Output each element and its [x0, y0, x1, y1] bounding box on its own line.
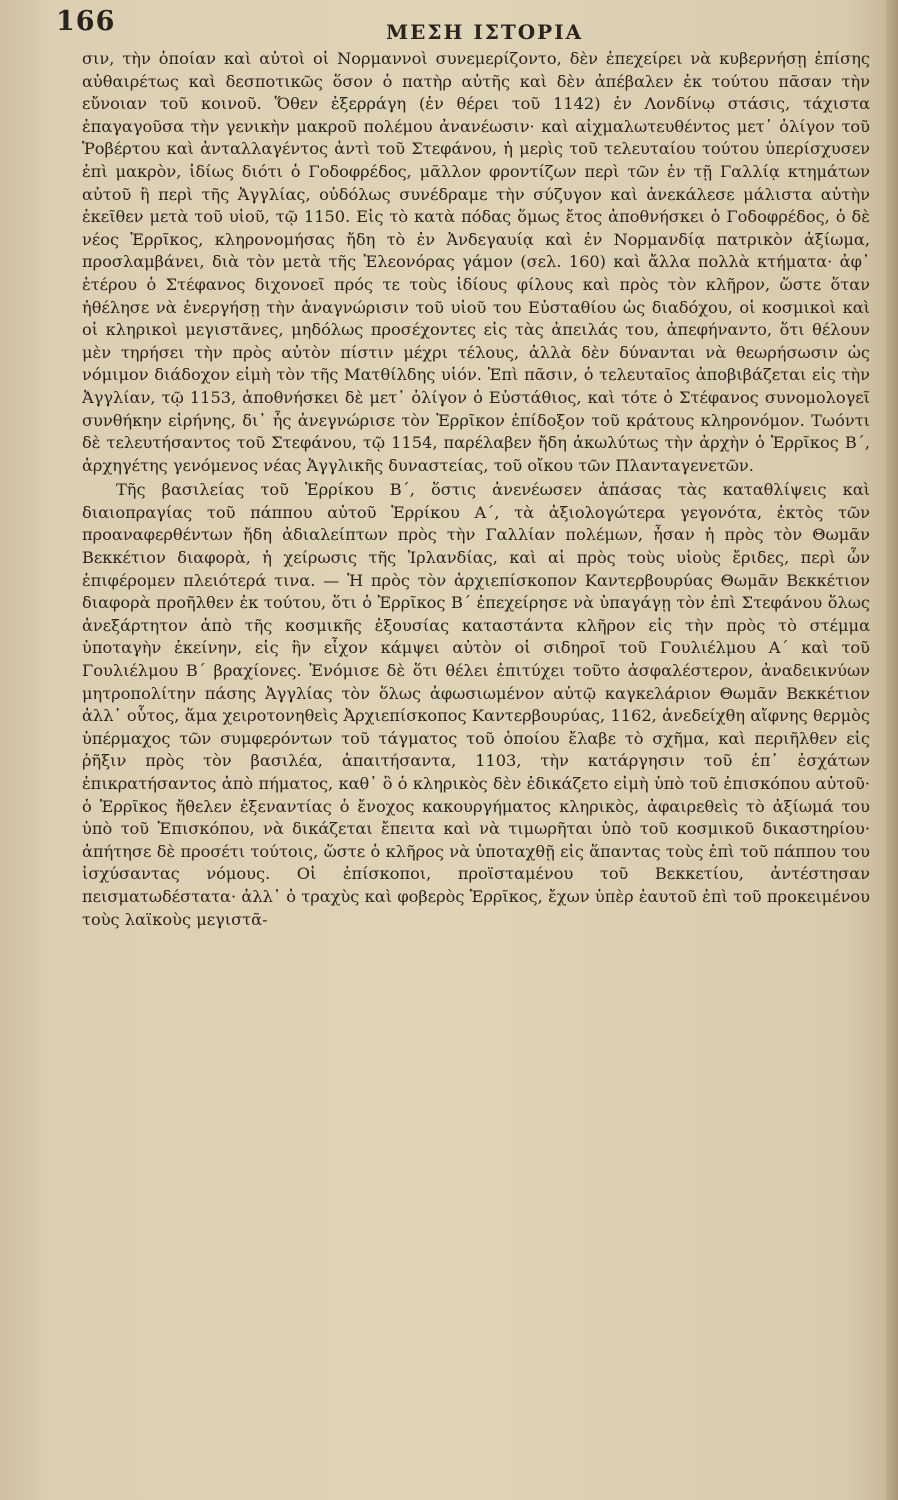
- body-text: [82, 48, 870, 931]
- page-number: 166: [56, 6, 116, 37]
- page-edge: [886, 0, 898, 1500]
- paragraph: Τῆς βασιλείας τοῦ Ἑρρίκου Β΄, ὅστις ἀνενέωσεν ἁπάσας τὰς καταθλίψεις καὶ διαιοπραγίας τοῦ πάππου αὐτοῦ Ἑρρίκου Α΄, τὰ ἀξιολογώτερα γεγονότα, ἐκτὸς τῶν προαναφερθέντων ἤδη ἀδιαλείπτων πρὸς τὴν Γαλλίαν πολέμων, ἦσαν ἡ πρὸς τὸν Θωμᾶν Βεκκέτιον διαφορὰ, ἡ χείρωσις τῆς Ἰρλανδίας, καὶ αἱ πρὸς τοὺς υἱοὺς ἔριδες, περὶ ὧν ἐπιφέρομεν πλειότερά τινα. — Ἡ πρὸς τὸν ἀρχιεπίσκοπον Καντερβουρύας Θωμᾶν Βεκκέτιον διαφορὰ προῆλθεν ἐκ τούτου, ὅτι ὁ Ἑρρῖκος Β΄ ἐπεχείρησε νὰ ὑπαγάγῃ τὸν ἐπὶ Στεφάνου ὅλως ἀνεξάρτητον ἀπὸ τῆς κοσμικῆς ἐξουσίας καταστάντα κλῆρον εἰς τὴν πρὸς τὸ στέμμα ὑποταγὴν ἐκείνην, εἰς ἣν εἶχον κάμψει αὐτὸν οἱ σιδηροῖ τοῦ Γουλιέλμου Α΄ καὶ τοῦ Γουλιέλμου Β΄ βραχίονες. Ἐνόμισε δὲ ὅτι θέλει ἐπιτύχει τοῦτο ἀσφαλέστερον, ἀναδεικνύων μητροπολίτην πάσης Ἀγγλίας τὸν ὅλως ἀφωσιωμένον αὐτῷ καγκελάριον Θωμᾶν Βεκκέτιον ἀλλ᾽ οὗτος, ἅμα χειροτονηθεὶς Ἀρχιεπίσκοπος Καντερβουρύας, 1162, ἀνεδείχθη αἴφνης θερμὸς ὑπέρμαχος τῶν συμφερόντων τοῦ τάγματος τοῦ ὁποίου ἔλαβε τὸ σχῆμα, καὶ περιῆλθεν εἰς ῥῆξιν πρὸς τὸν βασιλέα, ἀπαιτήσαντα, 1103, τὴν κατάργησιν τοῦ ἐπ᾽ ἐσχάτων ἐπικρατήσαντος ἀπὸ πήματος, καθ᾽ ὃ ὁ κληρικὸς δὲν ἐδικάζετο εἰμὴ ὑπὸ τοῦ ἐπισκόπου αὐτοῦ· ὁ Ἑρρῖκος ἤθελεν ἐξεναντίας ὁ ἔνοχος κακουργήματος κληρικὸς, ἀφαιρεθεὶς τὸ ἀξίωμά του ὑπὸ τοῦ Ἐπισκόπου, νὰ δικάζεται ἔπειτα καὶ νὰ τιμωρῆται ὑπὸ τοῦ κοσμικοῦ δικαστηρίου· ἀπήτησε δὲ προσέτι τούτοις, ὥστε ὁ κλῆρος νὰ ὑποταχθῇ εἰς ἅπαντας τοὺς ἐπὶ τοῦ πάππου του ἰσχύσαντας νόμους. Οἱ ἐπίσκοποι, προϊσταμένου τοῦ Βεκκετίου, ἀντέστησαν πεισματωδέστατα· ἀλλ᾽ ὁ τραχὺς καὶ φοβερὸς Ἑρρῖκος, ἔχων ὑπὲρ ἑαυτοῦ ἐπὶ τοῦ προκειμένου τοὺς λαϊκοὺς μεγιστᾶ-: [82, 480, 870, 929]
- running-title: ΜΕΣΗ ΙΣΤΟΡΙΑ: [386, 20, 584, 44]
- page-header: [56, 6, 866, 46]
- paragraph: σιν, τὴν ὁποίαν καὶ αὐτοὶ οἱ Νορμαννοὶ συνεμερίζοντο, δὲν ἐπεχείρει νὰ κυβερνήσῃ ἐπίσης αὐθαιρέτως καὶ δεσποτικῶς ὅσον ὁ πατὴρ αὐτῆς καὶ δὲν ἀπέβαλεν ἐκ τούτου πᾶσαν τὴν εὔνοιαν τοῦ κοινοῦ. Ὅθεν ἐξερράγη (ἐν θέρει τοῦ 1142) ἐν Λονδίνῳ στάσις, τάχιστα ἐπαγαγοῦσα τὴν γενικὴν μακροῦ πολέμου ἀνανέωσιν· καὶ αἰχμαλωτευθέντος μετ᾽ ὀλίγον τοῦ Ῥοβέρτου καὶ ἀνταλλαγέντος ἀντὶ τοῦ Στεφάνου, ἡ μερὶς τοῦ τελευταίου τούτου ὑπερίσχυσεν ἐπὶ μακρὸν, ἰδίως διότι ὁ Γοδοφρέδος, μᾶλλον φροντίζων περὶ τῶν ἐν τῇ Γαλλίᾳ κτημάτων αὐτοῦ ἢ περὶ τῆς Ἀγγλίας, οὐδόλως συνέδραμε τὴν σύζυγον καὶ ἀνεκάλεσε μάλιστα αὐτὴν ἐκεῖθεν μετὰ τοῦ υἱοῦ, τῷ 1150. Εἰς τὸ κατὰ πόδας ὅμως ἔτος ἀποθνήσκει ὁ Γοδοφρέδος, ὁ δὲ νέος Ἑρρῖκος, κληρονομήσας ἤδη τὸ ἐν Ἀνδεγαυίᾳ καὶ ἐν Νορμανδίᾳ πατρικὸν ἀξίωμα, προσλαμβάνει, διὰ τὸν μετὰ τῆς Ἐλεονόρας γάμον (σελ. 160) καὶ ἄλλα πολλὰ κτήματα· ἀφ᾽ ἑτέρου ὁ Στέφανος διχονοεῖ πρός τε τοὺς ἰδίους φίλους καὶ πρὸς τὸν κλῆρον, ὥστε ὅταν ἠθέλησε νὰ ἐνεργήσῃ τὴν ἀναγνώρισιν τοῦ υἱοῦ του Εὐσταθίου ὡς διαδόχου, οἱ κοσμικοὶ καὶ οἱ κληρικοὶ μεγιστᾶνες, μηδόλως προσέχοντες εἰς τὰς ἀπειλάς του, ἀπεφήναντο, ὅτι θέλουν μὲν τηρήσει τὴν πρὸς αὐτὸν πίστιν μέχρι τέλους, ἀλλὰ δὲν δύνανται νὰ θεωρήσωσιν ὡς νόμιμον διάδοχον εἰμὴ τὸν τῆς Ματθίλδης υἱόν. Ἐπὶ πᾶσιν, ὁ τελευταῖος ἀποβιβάζεται εἰς τὴν Ἀγγλίαν, τῷ 1153, ἀποθνήσκει δὲ μετ᾽ ὀλίγον ὁ Εὐστάθιος, καὶ τότε ὁ Στέφανος συνομολογεῖ συνθήκην εἰρήνης, δι᾽ ἧς ἀνεγνώρισε τὸν Ἑρρῖκον ἐπίδοξον τοῦ κράτους κληρονόμον. Τωόντι δὲ τελευτήσαντος τοῦ Στεφάνου, τῷ 1154, παρέλαβεν ἤδη ἀκωλύτως τὴν ἀρχὴν ὁ Ἑρρῖκος Β΄, ἀρχηγέτης γενόμενος νέας Ἀγγλικῆς δυναστείας, τοῦ οἴκου τῶν Πλανταγενετῶν.: [82, 49, 870, 475]
